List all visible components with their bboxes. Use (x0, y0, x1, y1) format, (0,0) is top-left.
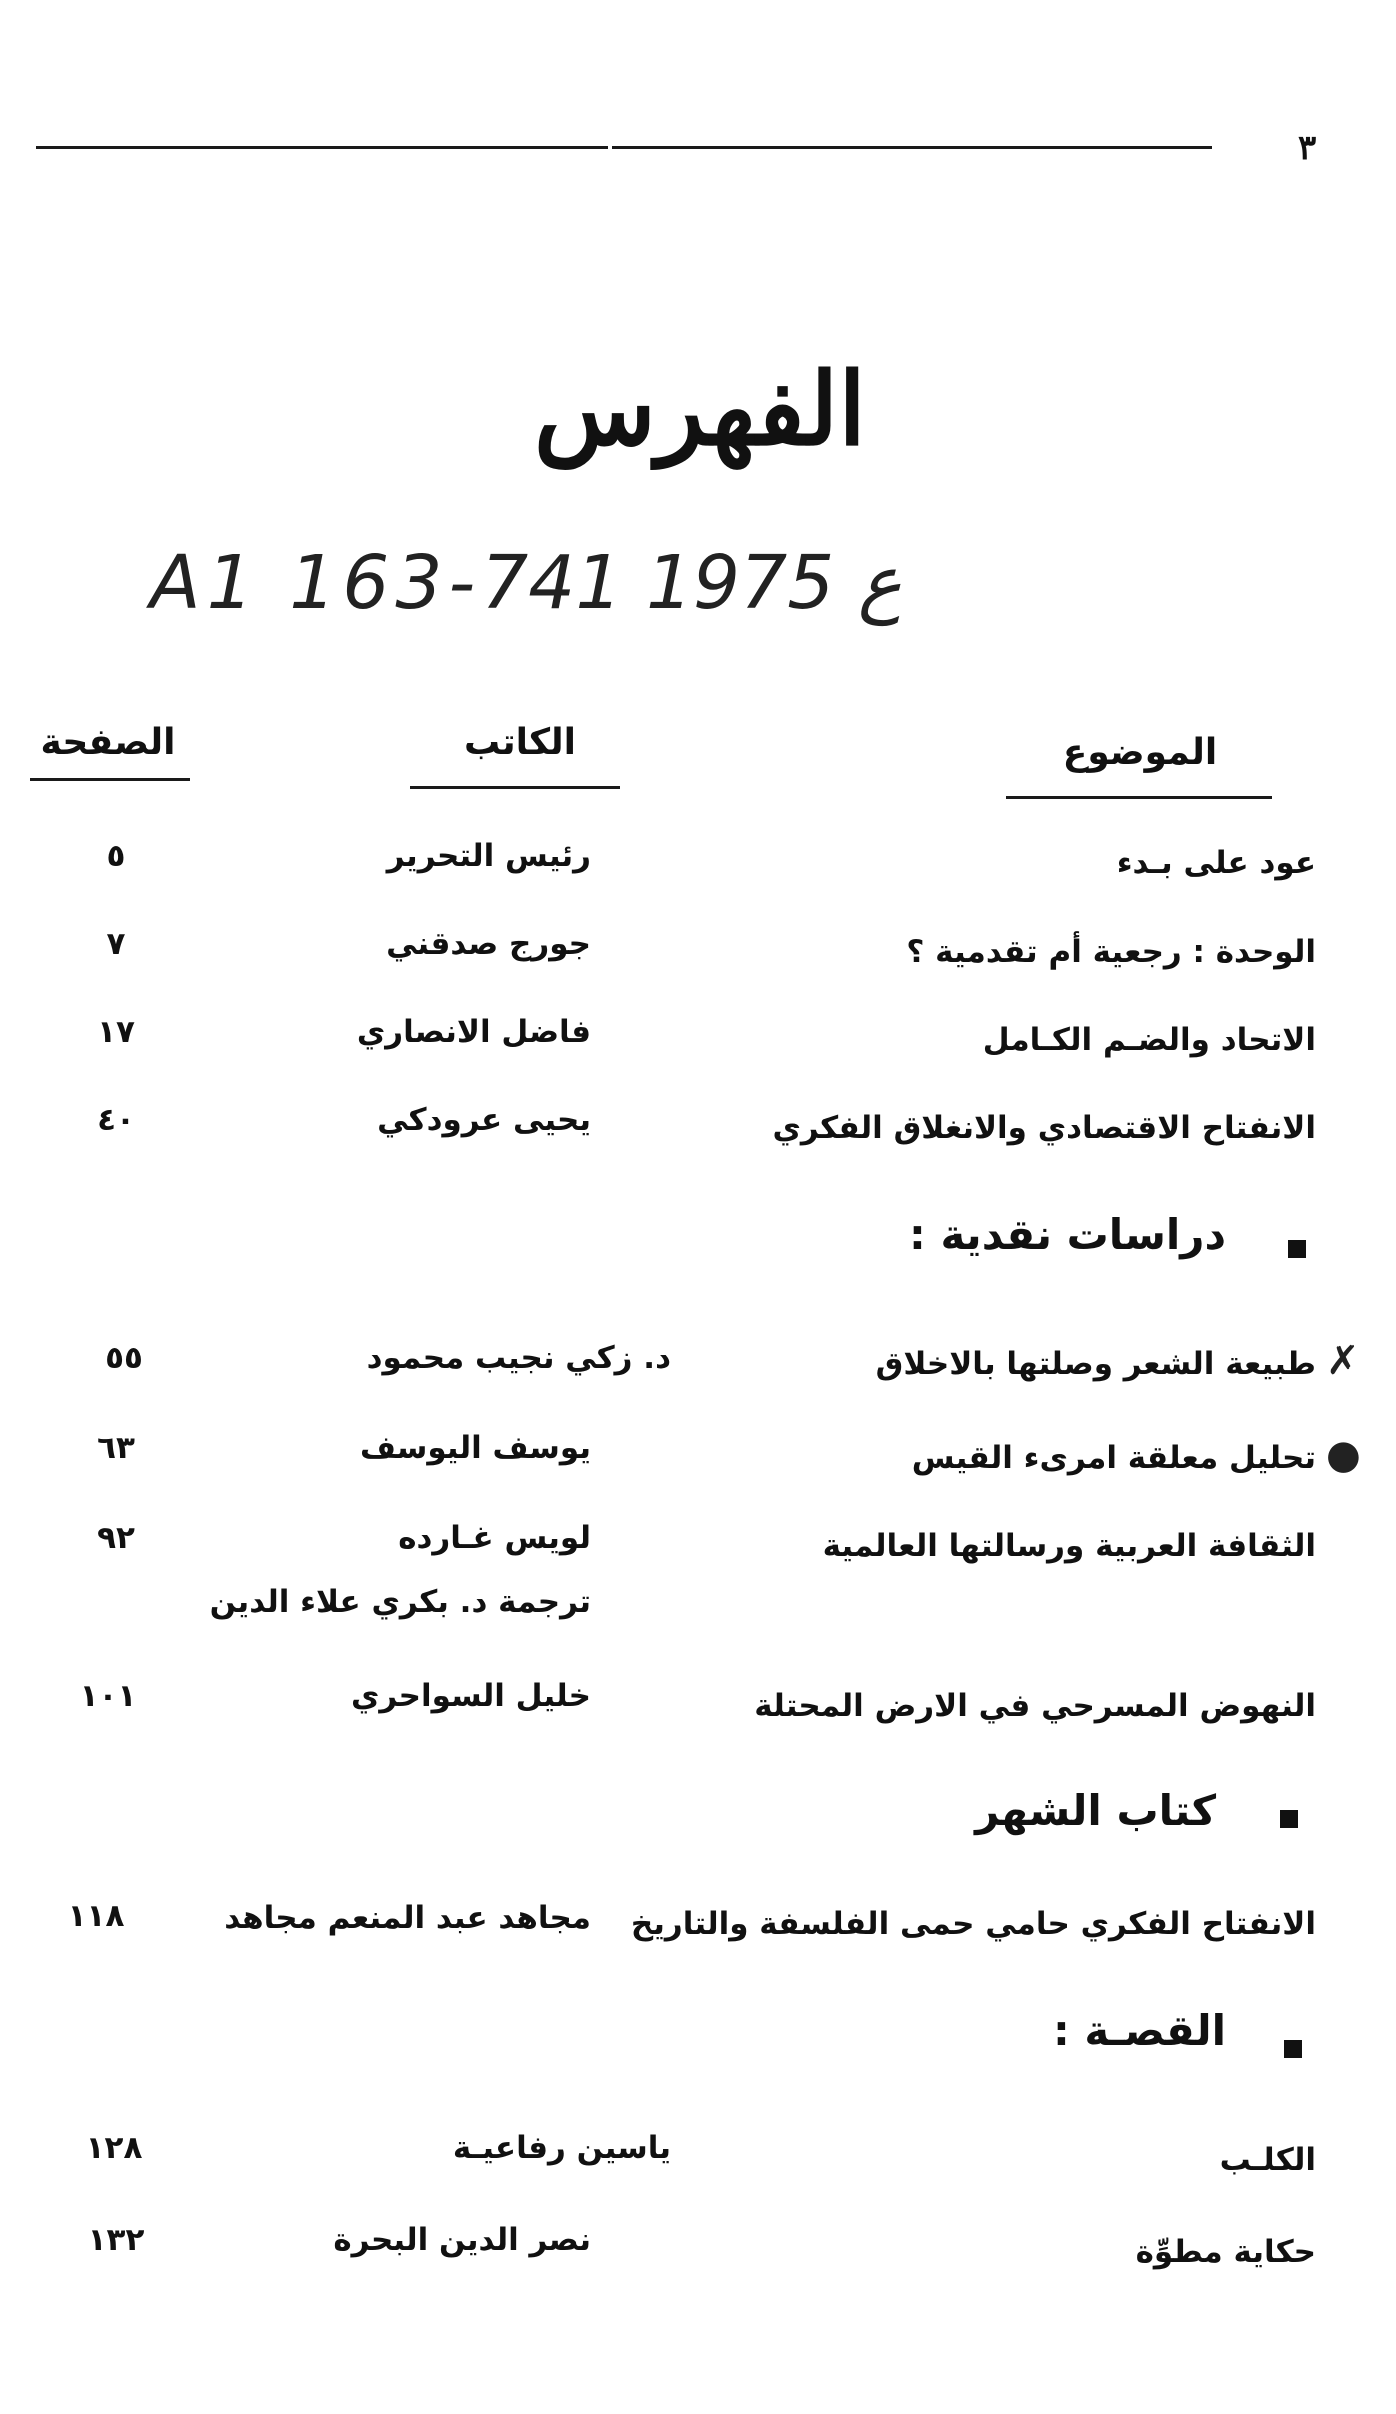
entry-topic: الانفتاح الفكري حامي حمى الفلسفة والتاريخ (630, 1906, 1316, 1942)
entry-topic: الانفتاح الاقتصادي والانغلاق الفكري (772, 1110, 1316, 1146)
entry-page: ٦٣ (97, 1430, 135, 1466)
section-bullet-icon (1284, 2040, 1302, 2058)
entry-author: لويس غـارده (398, 1520, 591, 1556)
column-header-topic-underline (1006, 796, 1272, 799)
section-heading-story: القصـة : (1052, 2006, 1226, 2055)
entry-author: يحيى عرودكي (377, 1102, 591, 1138)
filled-dot-mark-icon: ● (1326, 1432, 1361, 1478)
page-number: ٣ (1298, 128, 1317, 168)
section-heading-critical-studies: دراسات نقدية : (909, 1210, 1226, 1259)
entry-topic: الكلـب (1219, 2142, 1316, 2178)
column-header-topic: الموضوع (1062, 732, 1218, 773)
column-header-author-underline (410, 786, 620, 789)
entry-topic: الوحدة : رجعية أم تقدمية ؟ (906, 934, 1316, 970)
header-rule-left (36, 146, 608, 149)
column-header-page-underline (30, 778, 190, 781)
entry-topic: تحليل معلقة امرىء القيس (911, 1440, 1316, 1476)
column-header-page: الصفحة (40, 722, 176, 763)
handwritten-catalog-note: A1 163-ع 1975 741 (150, 540, 902, 626)
entry-author: نصر الدين البحرة (333, 2222, 591, 2258)
entry-page: ١٢٨ (85, 2130, 143, 2166)
entry-page: ١٧ (97, 1014, 135, 1050)
entry-author: فاضل الانصاري (356, 1014, 591, 1050)
entry-translator: ترجمة د. بكري علاء الدين (209, 1584, 591, 1620)
entry-page: ٧ (106, 926, 126, 962)
entry-page: ١١٨ (67, 1898, 125, 1934)
entry-author: رئيس التحرير (386, 838, 591, 874)
entry-page: ١٣٢ (87, 2222, 145, 2258)
cross-mark-icon: ✗ (1326, 1338, 1360, 1384)
entry-author: يوسف اليوسف (359, 1430, 591, 1466)
entry-page: ٩٢ (97, 1520, 135, 1556)
header-rule-right (612, 146, 1212, 149)
entry-author: خليل السواحري (350, 1678, 591, 1714)
entry-author: ياسين رفاعيـة (452, 2130, 671, 2166)
entry-topic: الثقافة العربية ورسالتها العالمية (822, 1528, 1316, 1564)
entry-author: د. زكي نجيب محمود (366, 1340, 671, 1376)
entry-page: ٥ (106, 838, 126, 874)
entry-topic: حكاية مطوِّة (1135, 2234, 1316, 2270)
section-heading-book-of-month: كتاب الشهر (975, 1786, 1216, 1835)
section-bullet-icon (1280, 1810, 1298, 1828)
section-bullet-icon (1288, 1240, 1306, 1258)
entry-topic: عود على بـدء (1116, 845, 1316, 881)
entry-topic: طبيعة الشعر وصلتها بالاخلاق (875, 1346, 1316, 1382)
entry-page: ٥٥ (105, 1340, 143, 1376)
column-header-author: الكاتب (464, 722, 576, 763)
entry-author: جورج صدقني (386, 926, 591, 962)
entry-page: ٤٠ (97, 1102, 135, 1138)
page-title: الفهرس (533, 350, 867, 468)
entry-topic: الاتحاد والضـم الكـامل (982, 1022, 1316, 1058)
entry-page: ١٠١ (79, 1678, 137, 1714)
entry-author: مجاهد عبد المنعم مجاهد (224, 1900, 591, 1936)
entry-topic: النهوض المسرحي في الارض المحتلة (754, 1688, 1316, 1724)
